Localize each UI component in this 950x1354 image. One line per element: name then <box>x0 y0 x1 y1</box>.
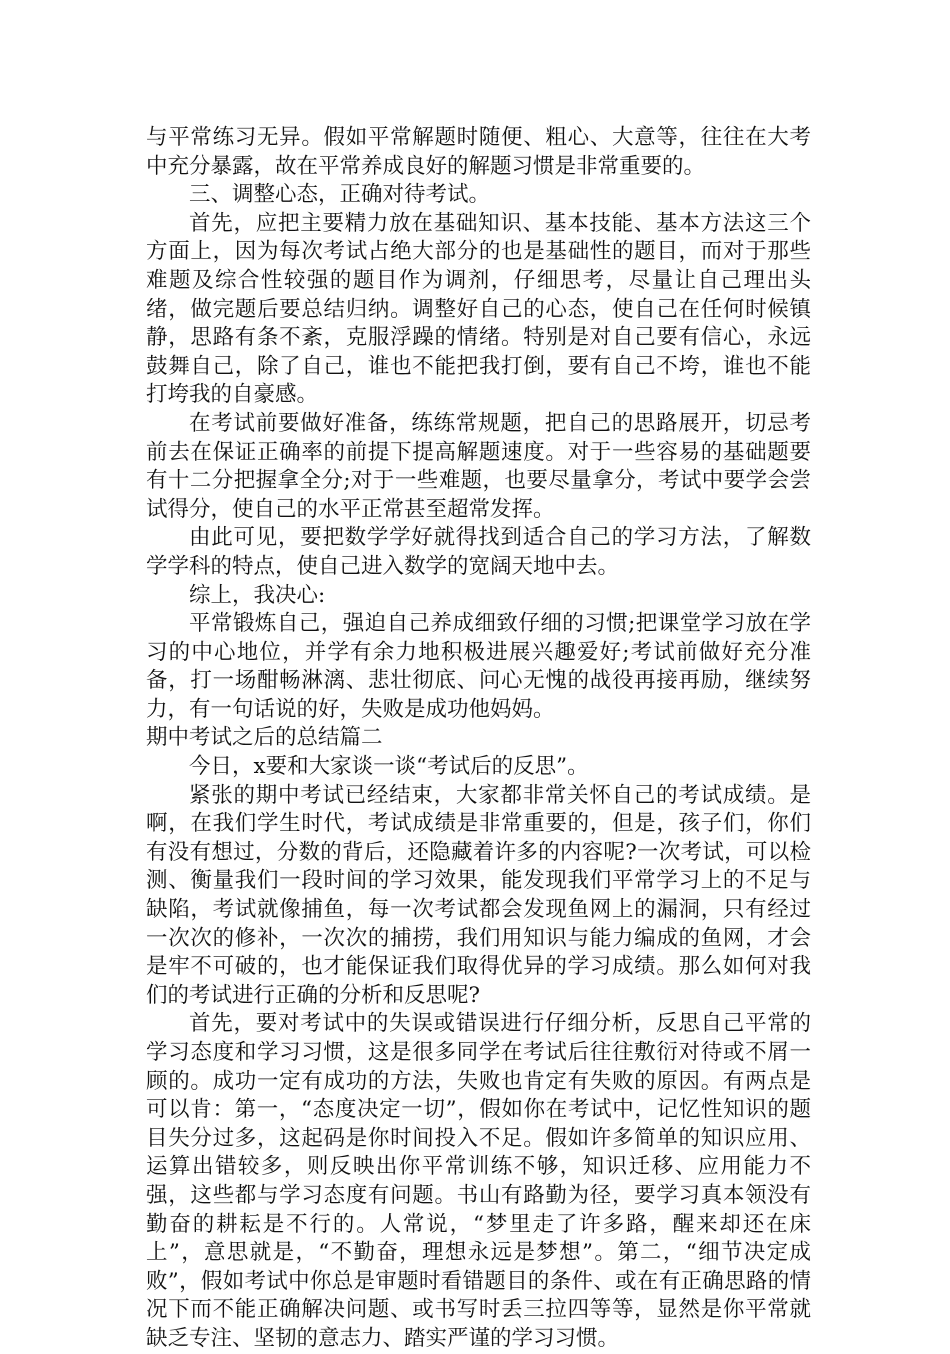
section-heading-3: 三、调整心态，正确对待考试。 <box>189 182 491 208</box>
paragraph-5: 今日，x要和大家谈一谈“考试后的反思”。 <box>189 754 589 780</box>
paragraph-resolution: 平常锻炼自己，强迫自己养成细致仔细的习惯;把课堂学习放在学习的中心地位，并学有余力地积极进展兴趣爱好;考试前做好充分准备，打一场酣畅淋漓、悲壮彻底、问心无愧的战役再接再励，继续努力，有一句话说的好，失败是成功他妈妈。 <box>146 611 811 722</box>
document-body <box>146 124 811 1354</box>
paragraph-6: 紧张的期中考试已经结束，大家都非常关怀自己的考试成绩。是啊，在我们学生时代，考试成绩是非常重要的，但是，孩子们，你们有没有想过，分数的背后，还隐藏着许多的内容呢?一次考试，可以检测、衡量我们一段时间的学习效果，能发现我们平常学习上的不足与缺陷，考试就像捕鱼，每一次考试都会发现鱼网上的漏洞，只有经过一次次的修补，一次次的捕捞，我们用知识与能力编成的鱼网，才会是牢不可破的，也才能保证我们取得优异的学习成绩。那么如何对我们的考试进行正确的分析和反思呢? <box>146 782 811 1008</box>
article-title-part-two: 期中考试之后的总结篇二 <box>146 725 383 751</box>
paragraph-2: 首先，应把主要精力放在基础知识、基本技能、基本方法这三个方面上，因为每次考试占绝大部分的也是基础性的题目，而对于那些难题及综合性较强的题目作为调剂，仔细思考，尽量让自己理出头绪，做完题后要总结归纳。调整好自己的心态，使自己在任何时候镇静，思路有条不紊，克服浮躁的情绪。特别是对自己要有信心，永远鼓舞自己，除了自己，谁也不能把我打倒，要有自己不垮，谁也不能打垮我的自豪感。 <box>146 210 811 408</box>
paragraph-1: 与平常练习无异。假如平常解题时随便、粗心、大意等，往往在大考中充分暴露，故在平常养成良好的解题习惯是非常重要的。 <box>146 125 811 179</box>
paragraph-resolution-intro: 综上，我决心: <box>189 582 326 608</box>
paragraph-4: 由此可见，要把数学学好就得找到适合自己的学习方法，了解数学学科的特点，使自己进入数学的宽阔天地中去。 <box>146 525 811 579</box>
paragraph-7: 首先，要对考试中的失误或错误进行仔细分析，反思自己平常的学习态度和学习习惯，这是很多同学在考试后往往敷衍对待或不屑一顾的。成功一定有成功的方法，失败也肯定有失败的原因。有两点是可以肯：第一，“态度决定一切”，假如你在考试中，记忆性知识的题目失分过多，这起码是你时间投入不足。假如许多简单的知识应用、运算出错较多，则反映出你平常训练不够，知识迁移、应用能力不强，这些都与学习态度有问题。书山有路勤为径，要学习真本领没有勤奋的耕耘是不行的。人常说，“梦里走了许多路，醒来却还在床上”，意思就是，“不勤奋，理想永远是梦想”。第二，“细节决定成败”，假如考试中你总是审题时看错题目的条件、或在有正确思路的情况下而不能正确解决问题、或书写时丢三拉四等等，显然是你平常就缺乏专注、坚韧的意志力、踏实严谨的学习习惯。 <box>146 1011 811 1351</box>
paragraph-3: 在考试前要做好准备，练练常规题，把自己的思路展开，切忌考前去在保证正确率的前提下提高解题速度。对于一些容易的基础题要有十二分把握拿全分;对于一些难题，也要尽量拿分，考试中要学会尝试得分，使自己的水平正常甚至超常发挥。 <box>146 410 811 522</box>
